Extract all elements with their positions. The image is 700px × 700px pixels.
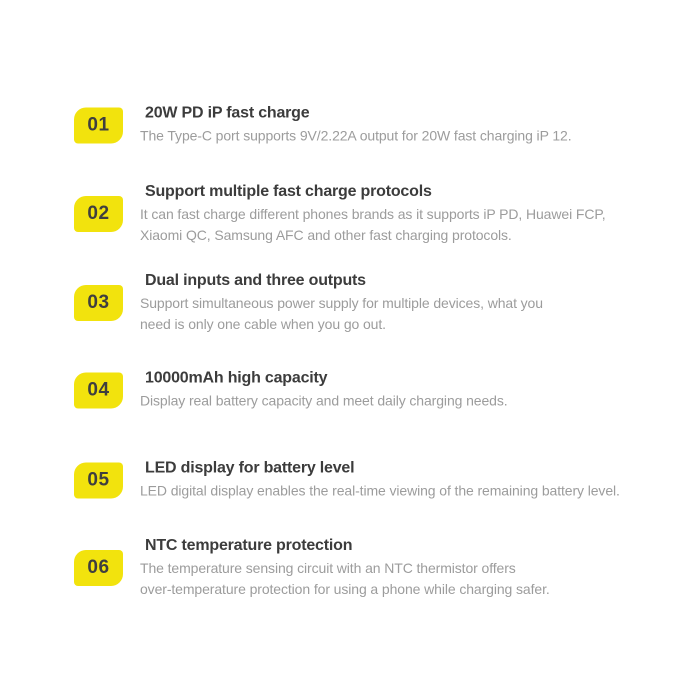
feature-item-4 xyxy=(74,369,508,412)
feature-item-3 xyxy=(74,271,543,335)
feature-title: LED display for battery level xyxy=(145,459,355,477)
feature-description-line: Xiaomi QC, Samsung AFC and other fast charging protocols. xyxy=(140,227,512,243)
feature-description-line: Display real battery capacity and meet daily charging needs. xyxy=(140,392,508,409)
feature-description-line: Support simultaneous power supply for multiple devices, what you xyxy=(140,295,543,311)
feature-number-badge: 04 xyxy=(74,372,123,408)
feature-number-badge: 06 xyxy=(74,550,123,586)
feature-description-line: The temperature sensing circuit with an NTC thermistor offers xyxy=(140,560,516,576)
feature-text-block xyxy=(140,459,620,502)
feature-item-2 xyxy=(74,182,606,246)
feature-text-block xyxy=(140,536,550,600)
feature-item-5 xyxy=(74,459,620,502)
feature-item-1 xyxy=(74,104,572,147)
feature-number-badge: 05 xyxy=(74,462,123,498)
feature-description-line: need is only one cable when you go out. xyxy=(140,316,386,332)
feature-text-block xyxy=(140,182,606,246)
feature-text-block xyxy=(140,271,543,335)
feature-text-block xyxy=(140,369,508,412)
feature-title: 10000mAh high capacity xyxy=(145,369,328,387)
feature-title: Dual inputs and three outputs xyxy=(145,272,366,289)
feature-description-line: It can fast charge different phones brands as it supports iP PD, Huawei FCP, xyxy=(140,206,606,222)
feature-description-line: The Type-C port supports 9V/2.22A output for 20W fast charging iP 12. xyxy=(140,127,572,144)
feature-description-line: over-temperature protection for using a phone while charging safer. xyxy=(140,581,550,597)
feature-title: NTC temperature protection xyxy=(145,537,353,554)
feature-description-line: LED digital display enables the real-time viewing of the remaining battery level. xyxy=(140,482,620,499)
feature-number-badge: 02 xyxy=(74,196,123,232)
feature-title: 20W PD iP fast charge xyxy=(145,104,310,122)
feature-title: Support multiple fast charge protocols xyxy=(145,183,432,200)
feature-item-6 xyxy=(74,536,550,600)
feature-text-block xyxy=(140,104,572,147)
feature-number-badge: 01 xyxy=(74,107,123,143)
feature-number-badge: 03 xyxy=(74,285,123,321)
